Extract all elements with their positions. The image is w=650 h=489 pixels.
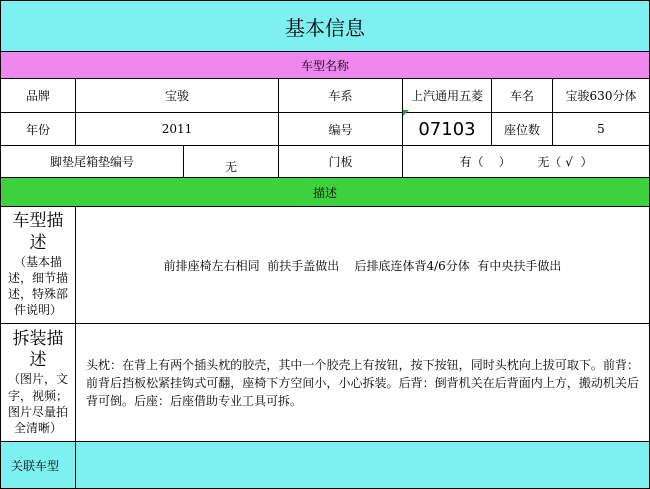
model-description-text: 前排座椅左右相同 前扶手盖做出 后排底连体背4/6分体 有中央扶手做出: [76, 207, 650, 324]
series-value: 上汽通用五菱: [403, 79, 492, 113]
mat-value: 无: [184, 146, 279, 178]
cell-comment-marker: [403, 110, 409, 116]
section-model-name: 车型名称: [0, 52, 650, 79]
brand-label: 品牌: [0, 79, 76, 113]
related-models-label: 关联车型: [0, 442, 76, 489]
door-label: 门板: [279, 146, 403, 178]
model-description-hint: （基本描述，细节描述，特殊部件说明）: [7, 254, 68, 318]
name-label: 车名: [492, 79, 553, 113]
series-label: 车系: [279, 79, 403, 113]
section-description: 描述: [0, 178, 650, 207]
name-value: 宝骏630分体: [553, 79, 650, 113]
disassembly-text: 头枕：在背上有两个插头枕的胶壳，其中一个胶壳上有按钮，按下按钮，同时头枕向上拔可取下。前背：前背后挡板松紧挂钩式可翻，座椅下方空间小，小心拆装。后背：倒背机关在后背面内上方，搬动机关后背可倒。后座：后座借助专业工具可拆。: [76, 324, 650, 442]
model-description-label: [0, 207, 76, 324]
brand-value: 宝骏: [76, 79, 279, 113]
year-label: 年份: [0, 113, 76, 146]
door-value: 有（ ） 无（ √ ）: [403, 146, 650, 178]
disassembly-label: [0, 324, 76, 442]
code-value: 07103: [403, 113, 492, 146]
seats-label: 座位数: [492, 113, 553, 146]
seats-value: 5: [553, 113, 650, 146]
disassembly-hint: （图片，文字，视频；图片尽量拍全清晰）: [7, 372, 68, 435]
sheet-title: 基本信息: [0, 0, 650, 52]
year-value: 2011: [76, 113, 279, 146]
code-label: 编号: [279, 113, 403, 146]
model-description-title: 车型描述: [12, 211, 64, 253]
mat-label: 脚垫尾箱垫编号: [0, 146, 184, 178]
related-models-value[interactable]: [76, 442, 650, 489]
disassembly-title: 拆装描述: [12, 328, 64, 371]
